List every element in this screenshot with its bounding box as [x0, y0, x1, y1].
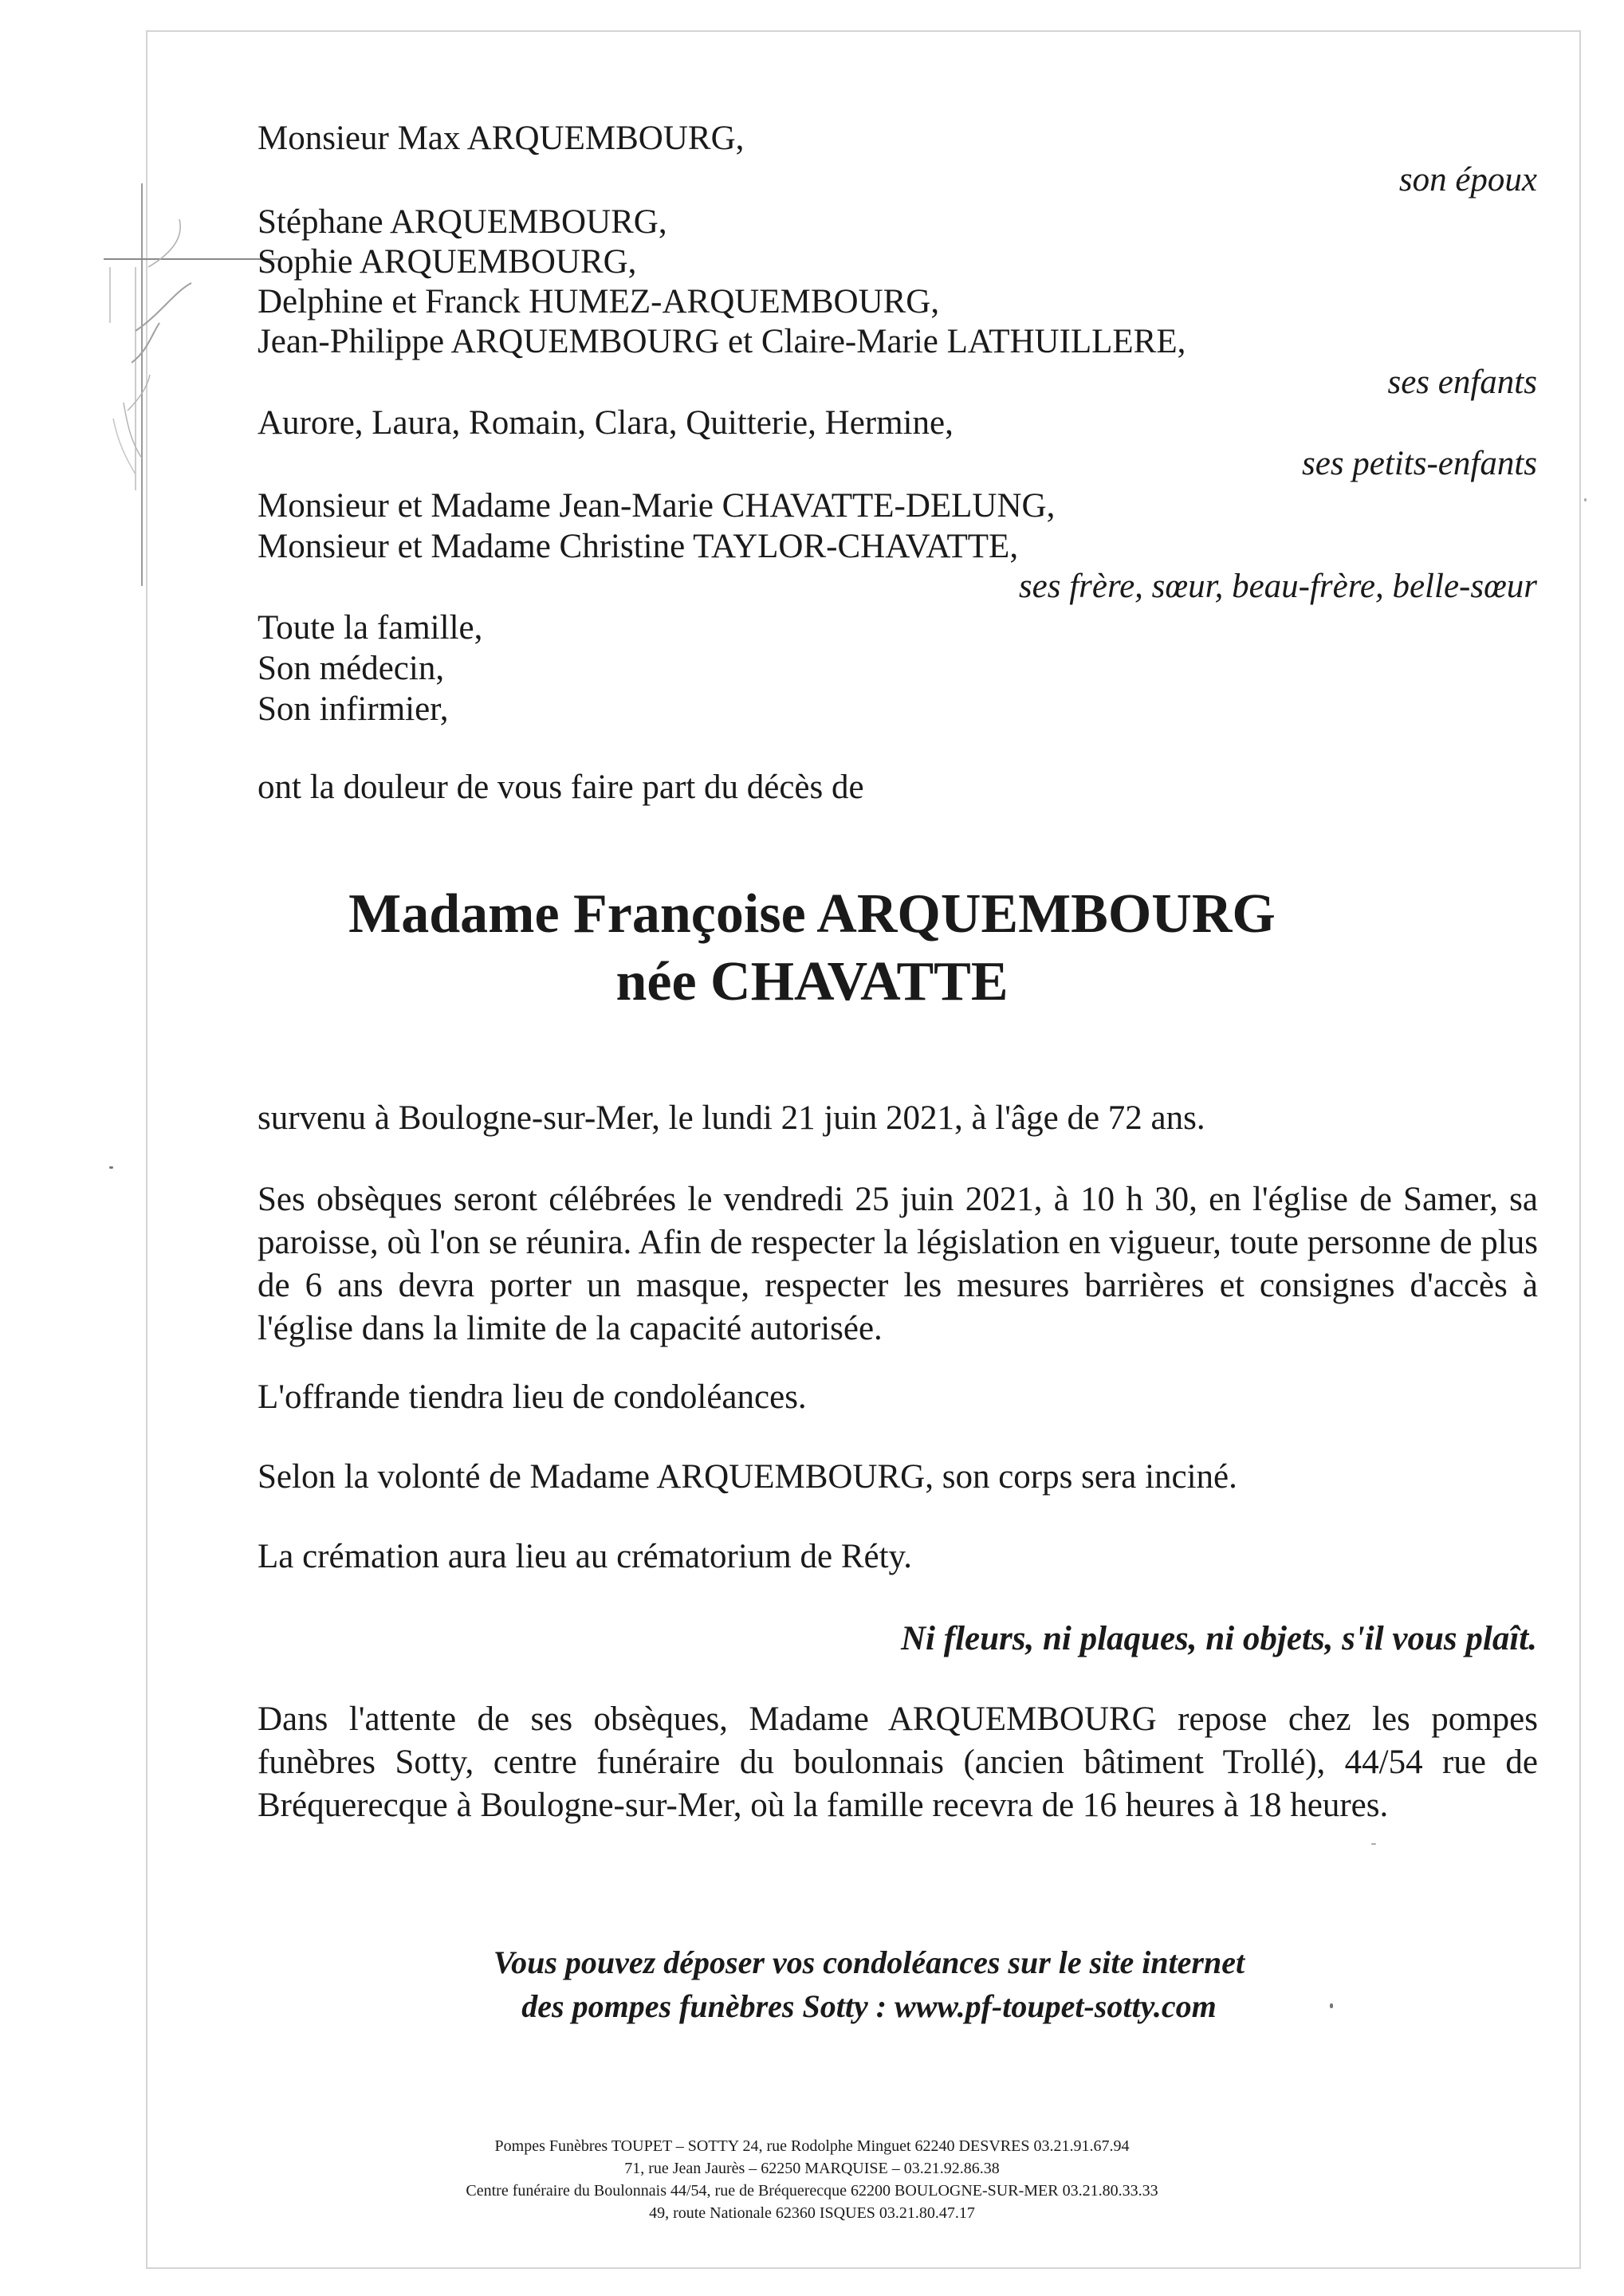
deceased-maiden-name: née CHAVATTE	[615, 951, 1009, 1012]
child-1: Stéphane ARQUEMBOURG,	[258, 203, 667, 241]
cremation-will: Selon la volonté de Madame ARQUEMBOURG, son corps sera inciné.	[258, 1458, 1237, 1496]
page-border	[146, 30, 1581, 2269]
family-others-3: Son infirmier,	[258, 690, 449, 728]
scan-speck	[1330, 2003, 1333, 2008]
cross-lily-icon	[104, 171, 279, 586]
scan-speck	[1584, 498, 1587, 501]
child-4: Jean-Philippe ARQUEMBOURG et Claire-Marie LATHUILLERE,	[258, 323, 1186, 360]
grandchildren: Aurore, Laura, Romain, Clara, Quitterie, Hermine,	[258, 404, 954, 442]
child-2: Sophie ARQUEMBOURG,	[258, 243, 637, 281]
cremation-place: La crémation aura lieu au crématorium de Réty.	[258, 1538, 913, 1575]
grandchildren-role: ses petits-enfants	[1302, 445, 1537, 482]
family-others-1: Toute la famille,	[258, 609, 483, 647]
condolences-website-line-2: des pompes funèbres Sotty : www.pf-toupet-sotty.com	[521, 1988, 1217, 2024]
death-notice: survenu à Boulogne-sur-Mer, le lundi 21 juin 2021, à l'âge de 72 ans.	[258, 1099, 1205, 1137]
spouse-role: son époux	[1398, 161, 1537, 199]
family-others-2: Son médecin,	[258, 650, 445, 687]
footer-line-1: Pompes Funèbres TOUPET – SOTTY 24, rue Rodolphe Minguet 62240 DESVRES 03.21.91.67.94	[494, 2137, 1130, 2155]
footer-line-2: 71, rue Jean Jaurès – 62250 MARQUISE – 03.21.92.86.38	[624, 2160, 1000, 2177]
announcement-intro: ont la douleur de vous faire part du décès de	[258, 769, 864, 806]
siblings-role: ses frère, sœur, beau-frère, belle-sœur	[1018, 568, 1537, 605]
offering-note: L'offrande tiendra lieu de condoléances.	[258, 1378, 807, 1416]
condolences-website-line-1: Vous pouvez déposer vos condoléances sur le site internet	[493, 1944, 1245, 1980]
spouse-name: Monsieur Max ARQUEMBOURG,	[258, 120, 745, 157]
children-role: ses enfants	[1387, 364, 1537, 401]
scan-speck	[109, 1166, 113, 1169]
repose-paragraph: Dans l'attente de ses obsèques, Madame ARQUEMBOURG repose chez les pompes funèbres Sotty, centre funéraire du boulonnais (ancien bâtiment Trollé), 44/54 rue de Bréquerecque à Boulogne-sur-Mer, où la famille recevra de 16 heures à 18 heures.	[258, 1700, 1538, 1824]
scan-speck	[1371, 1843, 1376, 1845]
footer-line-3: Centre funéraire du Boulonnais 44/54, rue de Bréquerecque 62200 BOULOGNE-SUR-MER 03.21.80.33.33	[466, 2182, 1158, 2200]
funeral-paragraph: Ses obsèques seront célébrées le vendredi 25 juin 2021, à 10 h 30, en l'église de Samer, sa paroisse, où l'on se réunira. Afin de respecter la législation en vigueur, toute personne de plus de 6 ans devra porter un masque, respecter les mesures barrières et consignes d'accès à l'église dans la limite de la capacité autorisée.	[258, 1181, 1538, 1347]
no-flowers-note: Ni fleurs, ni plaques, ni objets, s'il vous plaît.	[901, 1620, 1537, 1657]
sibling-2: Monsieur et Madame Christine TAYLOR-CHAVATTE,	[258, 528, 1019, 565]
sibling-1: Monsieur et Madame Jean-Marie CHAVATTE-DELUNG,	[258, 487, 1056, 525]
deceased-name: Madame Françoise ARQUEMBOURG	[348, 883, 1276, 945]
child-3: Delphine et Franck HUMEZ-ARQUEMBOURG,	[258, 283, 940, 320]
footer-line-4: 49, route Nationale 62360 ISQUES 03.21.80.47.17	[649, 2204, 975, 2222]
